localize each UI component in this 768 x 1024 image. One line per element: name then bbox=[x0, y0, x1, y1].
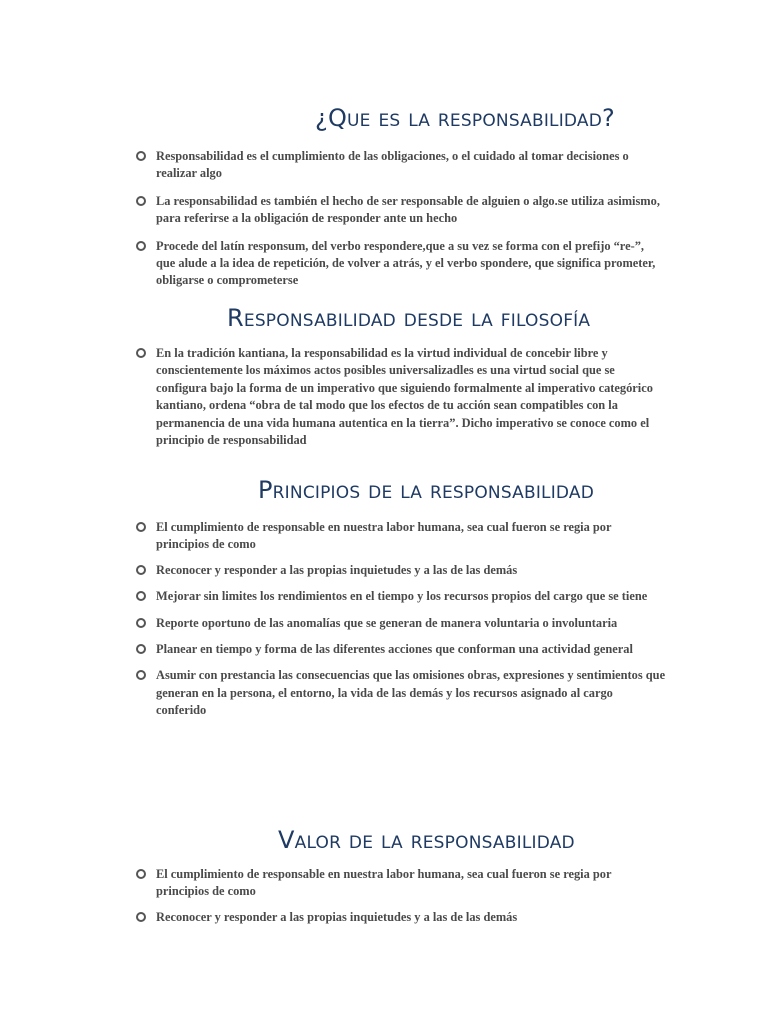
bullet-list-valor bbox=[136, 866, 666, 926]
circle-bullet-icon bbox=[136, 151, 146, 161]
section-heading-filosofia: Responsabilidad desde la filosofía bbox=[227, 304, 591, 332]
list-item-text: Responsabilidad es el cumplimiento de las obligaciones, o el cuidado al tomar decisiones o realizar algo bbox=[156, 149, 629, 181]
list-item bbox=[136, 345, 666, 449]
bullet-list-que-es bbox=[136, 148, 666, 290]
list-item bbox=[136, 667, 666, 719]
list-item-text: En la tradición kantiana, la responsabilidad es la virtud individual de concebir libre y conscientemente los máximos actos posibles universalizadles es una virtud social que se configura bajo la forma de un imperativo que siguiendo formalmente al imperativo categórico kantiano, ordena “obra de tal modo que los efectos de tu acción sean compatibles con la permanencia de una vida humana autentica en la tierra”. Dicho imperativo se conoce como el principio de responsabilidad bbox=[156, 346, 653, 448]
list-item-text: La responsabilidad es también el hecho de ser responsable de alguien o algo.se utiliza asimismo, para referirse a la obligación de responder ante un hecho bbox=[156, 193, 660, 226]
circle-bullet-icon bbox=[136, 241, 146, 251]
section-heading-valor: Valor de la responsabilidad bbox=[278, 826, 575, 854]
circle-bullet-icon bbox=[136, 591, 146, 601]
list-item bbox=[136, 866, 666, 901]
section-heading-que-es: ¿Que es la responsabilidad? bbox=[315, 104, 615, 132]
bullet-list-principios bbox=[136, 519, 666, 720]
list-item bbox=[136, 615, 666, 632]
circle-bullet-icon bbox=[136, 522, 146, 532]
list-item-text: Planear en tiempo y forma de las diferentes acciones que conforman una actividad general bbox=[156, 642, 633, 657]
circle-bullet-icon bbox=[136, 644, 146, 654]
list-item bbox=[136, 148, 666, 183]
list-item bbox=[136, 238, 666, 290]
circle-bullet-icon bbox=[136, 348, 146, 358]
circle-bullet-icon bbox=[136, 565, 146, 575]
list-item-text: Reconocer y responder a las propias inquietudes y a las de las demás bbox=[156, 562, 518, 577]
list-item-text: Procede del latín responsum, del verbo respondere,que a su vez se forma con el prefijo “re-”, que alude a la idea de repetición, de volver a atrás, y el verbo spondere, que significa prometer, obligarse o comprometerse bbox=[156, 238, 656, 288]
circle-bullet-icon bbox=[136, 869, 146, 879]
list-item-text: El cumplimiento de responsable en nuestra labor humana, sea cual fueron se regia por principios de como bbox=[156, 520, 612, 552]
section-heading-principios: Principios de la responsabilidad bbox=[258, 476, 595, 504]
list-item bbox=[136, 909, 666, 926]
list-item-text: Asumir con prestancia las consecuencias que las omisiones obras, expresiones y sentimientos que generan en la persona, el entorno, la vida de las demás y los recursos asignado al cargo conferido bbox=[156, 668, 666, 718]
circle-bullet-icon bbox=[136, 618, 146, 628]
list-item-text: Reporte oportuno de las anomalías que se generan de manera voluntaria o involuntaria bbox=[156, 615, 618, 630]
list-item-text: Reconocer y responder a las propias inquietudes y a las de las demás bbox=[156, 909, 518, 924]
list-item bbox=[136, 588, 666, 605]
circle-bullet-icon bbox=[136, 670, 146, 680]
list-item bbox=[136, 562, 666, 579]
bullet-list-filosofia bbox=[136, 345, 666, 449]
circle-bullet-icon bbox=[136, 196, 146, 206]
list-item-text: Mejorar sin limites los rendimientos en el tiempo y los recursos propios del cargo que se tiene bbox=[156, 589, 648, 604]
circle-bullet-icon bbox=[136, 912, 146, 922]
list-item bbox=[136, 193, 666, 228]
list-item bbox=[136, 519, 666, 554]
list-item bbox=[136, 641, 666, 658]
list-item-text: El cumplimiento de responsable en nuestra labor humana, sea cual fueron se regia por principios de como bbox=[156, 867, 612, 899]
